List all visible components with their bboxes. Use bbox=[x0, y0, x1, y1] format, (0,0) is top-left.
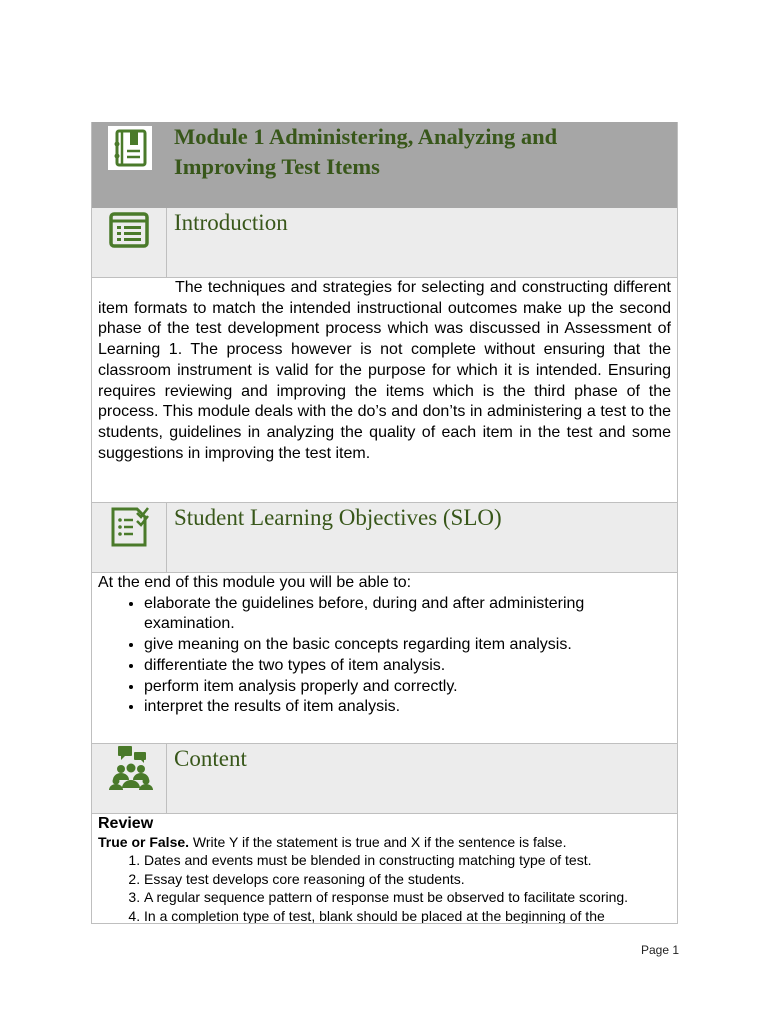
slo-icon-cell bbox=[92, 503, 167, 572]
page-number: Page 1 bbox=[641, 943, 680, 957]
true-false-instruction bbox=[98, 833, 671, 851]
module-title bbox=[174, 122, 664, 182]
content-icon-cell bbox=[92, 744, 167, 813]
slo-item: • perform item analysis properly and correctly. bbox=[144, 677, 671, 698]
slo-item: • elaborate the guidelines before, during and after administering examination. bbox=[144, 594, 671, 635]
book-icon bbox=[108, 126, 152, 170]
module-title-line1: Module 1 Administering, Analyzing and bbox=[174, 124, 558, 149]
introduction-section-header bbox=[91, 208, 678, 278]
review-item: 1. Dates and events must be blended in constructing matching type of test. bbox=[144, 851, 671, 870]
true-false-label: True or False. bbox=[98, 834, 190, 850]
review-item: 3. A regular sequence pattern of response must be observed to facilitate scoring. bbox=[144, 888, 671, 907]
module-header bbox=[91, 122, 678, 208]
content-heading: Content bbox=[174, 746, 247, 771]
slo-lead: At the end of this module you will be able to: bbox=[98, 574, 412, 591]
slo-item: • interpret the results of item analysis. bbox=[144, 697, 671, 718]
module-title-line2: Improving Test Items bbox=[174, 154, 380, 179]
review-item: 2. Essay test develops core reasoning of the students. bbox=[144, 870, 671, 889]
introduction-text: The techniques and strategies for selecting and constructing different item formats to match the intended instructional outcomes make up the second phase of the test development process which was discussed in Assessment of Learning 1. The process however is not complete without ensuring that the classroom instrument is valid for the purpose for which it is intended. Ensuring requires reviewing and improving the items which is the third phase of the process. This module deals with the do’s and don’ts in administering a test to the students, guidelines in analyzing the quality of each item in the test and some suggestions in improving the test item. bbox=[98, 279, 671, 462]
review-heading: Review bbox=[98, 815, 154, 832]
content-section-header bbox=[91, 744, 678, 814]
document-list-icon bbox=[107, 208, 151, 252]
introduction-icon-cell bbox=[92, 208, 167, 277]
checklist-icon bbox=[107, 503, 151, 549]
review-item: 4. In a completion type of test, blank should be placed at the beginning of the bbox=[144, 907, 671, 925]
slo-body bbox=[91, 573, 678, 744]
introduction-heading: Introduction bbox=[174, 210, 288, 235]
slo-list bbox=[98, 594, 671, 718]
review-list bbox=[98, 851, 671, 924]
slo-heading: Student Learning Objectives (SLO) bbox=[174, 505, 502, 530]
slo-item: • give meaning on the basic concepts regarding item analysis. bbox=[144, 635, 671, 656]
introduction-body bbox=[91, 278, 678, 503]
group-discussion-icon bbox=[107, 744, 155, 792]
slo-section-header bbox=[91, 503, 678, 573]
review-body bbox=[91, 814, 678, 924]
module-document bbox=[91, 122, 678, 924]
slo-item: • differentiate the two types of item analysis. bbox=[144, 656, 671, 677]
true-false-text: Write Y if the statement is true and X if the sentence is false. bbox=[189, 834, 567, 850]
